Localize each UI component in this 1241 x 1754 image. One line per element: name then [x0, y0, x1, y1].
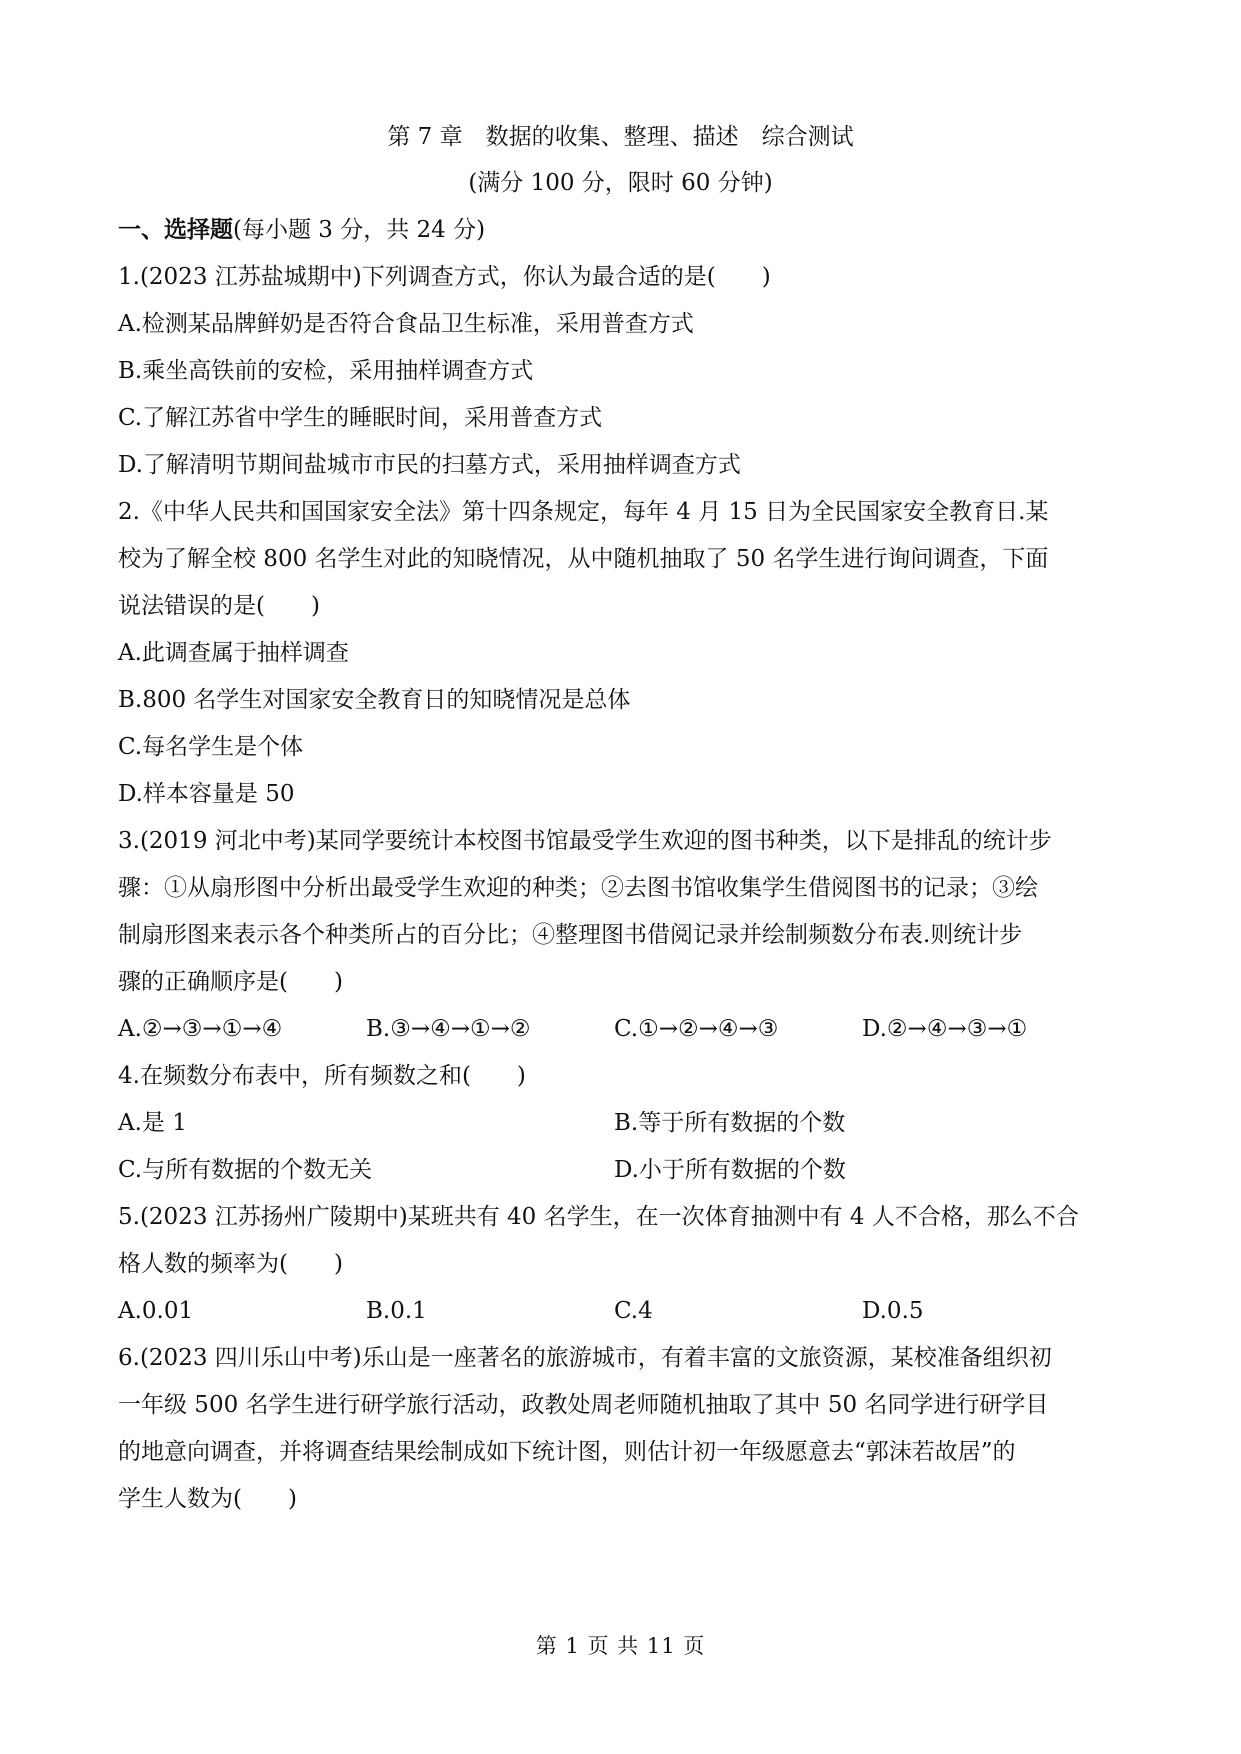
q5-option-c: C.4 [614, 1298, 653, 1324]
q6-line-3: 的地意向调查，并将调查结果绘制成如下统计图，则估计初一年级愿意去“郭沫若故居”的 [118, 1439, 1016, 1465]
page-title: 第 7 章 数据的收集、整理、描述 综合测试 [387, 124, 854, 150]
q3-line-3: 制扇形图来表示各个种类所占的百分比；④整理图书借阅记录并绘制频数分布表.则统计步 [118, 922, 1023, 948]
q5-option-d: D.0.5 [862, 1298, 924, 1324]
q4-option-d: D.小于所有数据的个数 [614, 1157, 846, 1183]
q3-option-b: B.③→④→①→② [366, 1016, 531, 1042]
q5-option-a: A.0.01 [118, 1298, 194, 1324]
page-footer: 第 1 页 共 11 页 [535, 1634, 706, 1658]
q3-line-1: 3.(2019 河北中考)某同学要统计本校图书馆最受学生欢迎的图书种类，以下是排乱的统计步 [118, 828, 1052, 854]
q1-option-d: D.了解清明节期间盐城市市民的扫墓方式，采用抽样调查方式 [118, 452, 741, 478]
q2-option-d: D.样本容量是 50 [118, 781, 295, 807]
q6-line-4: 学生人数为( ) [118, 1486, 297, 1512]
q6-line-1: 6.(2023 四川乐山中考)乐山是一座著名的旅游城市，有着丰富的文旅资源，某校准备组织初 [118, 1345, 1052, 1371]
section-heading [118, 215, 485, 245]
q2-line-3: 说法错误的是( ) [118, 593, 320, 619]
q5-line-2: 格人数的频率为( ) [118, 1251, 343, 1277]
q2-option-b: B.800 名学生对国家安全教育日的知晓情况是总体 [118, 687, 631, 713]
q3-line-4: 骤的正确顺序是( ) [118, 969, 343, 995]
q2-option-a: A.此调查属于抽样调查 [118, 640, 349, 666]
q4-option-c: C.与所有数据的个数无关 [118, 1157, 373, 1183]
q2-line-1: 2.《中华人民共和国国家安全法》第十四条规定，每年 4 月 15 日为全民国家安全教育日.某 [118, 499, 1049, 525]
section-note: (每小题 3 分，共 24 分) [233, 217, 486, 243]
page-subtitle: (满分 100 分，限时 60 分钟) [468, 170, 773, 196]
q4-option-b: B.等于所有数据的个数 [614, 1110, 846, 1136]
q2-line-2: 校为了解全校 800 名学生对此的知晓情况，从中随机抽取了 50 名学生进行询问调查，下面 [118, 546, 1049, 572]
q6-line-2: 一年级 500 名学生进行研学旅行活动，政教处周老师随机抽取了其中 50 名同学进行研学目 [118, 1392, 1049, 1418]
q1-option-b: B.乘坐高铁前的安检，采用抽样调查方式 [118, 358, 534, 384]
section-title: 一、选择题 [118, 216, 233, 243]
q4-option-a: A.是 1 [118, 1110, 187, 1136]
q3-option-c: C.①→②→④→③ [614, 1016, 779, 1042]
q5-line-1: 5.(2023 江苏扬州广陵期中)某班共有 40 名学生，在一次体育抽测中有 4 人不合格，那么不合 [118, 1204, 1079, 1230]
q3-line-2: 骤：①从扇形图中分析出最受学生欢迎的种类；②去图书馆收集学生借阅图书的记录；③绘 [118, 875, 1038, 901]
q1-option-a: A.检测某品牌鲜奶是否符合食品卫生标准，采用普查方式 [118, 311, 694, 337]
q1-option-c: C.了解江苏省中学生的睡眠时间，采用普查方式 [118, 405, 603, 431]
q1-stem: 1.(2023 江苏盐城期中)下列调查方式，你认为最合适的是( ) [118, 264, 771, 290]
q5-option-b: B.0.1 [366, 1298, 427, 1324]
q4-stem: 4.在频数分布表中，所有频数之和( ) [118, 1063, 526, 1089]
q3-option-a: A.②→③→①→④ [118, 1016, 283, 1042]
q2-option-c: C.每名学生是个体 [118, 734, 304, 760]
q3-option-d: D.②→④→③→① [862, 1016, 1028, 1042]
